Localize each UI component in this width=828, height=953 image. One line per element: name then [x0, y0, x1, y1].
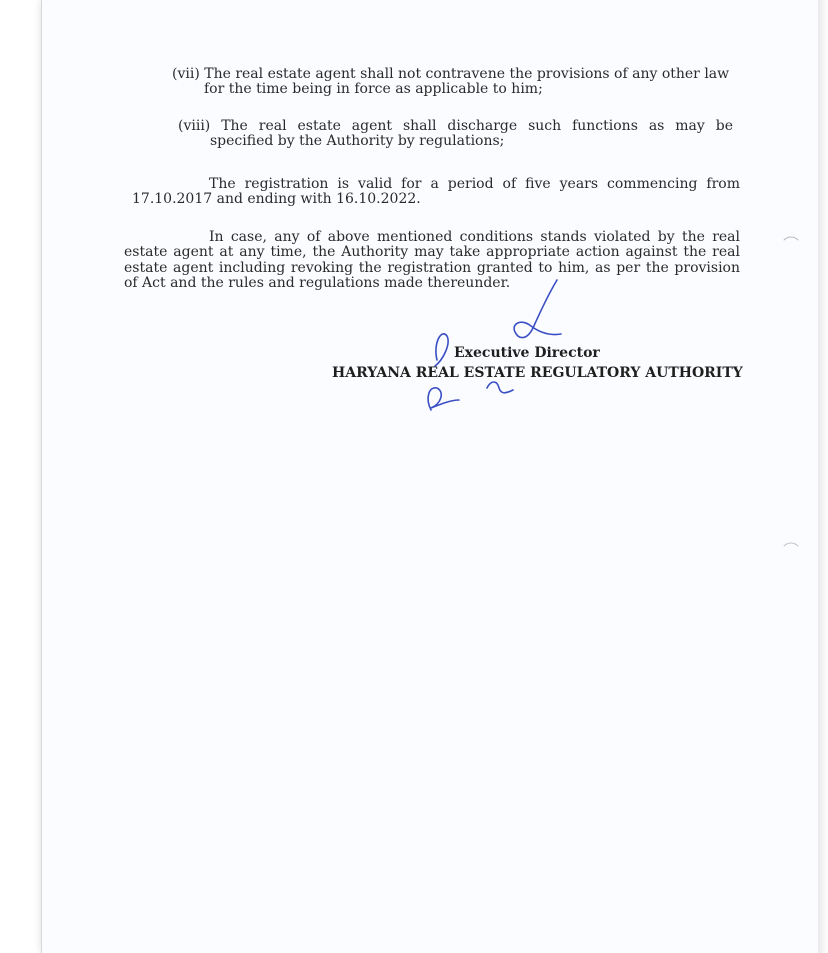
clause-vii-line-1: (vii) The real estate agent shall not contravene the provisions of any other law: [172, 66, 730, 82]
signature-stroke-squiggle: [487, 382, 513, 393]
margin-mark-icon: [782, 228, 802, 248]
violation-line-2: estate agent at any time, the Authority may take appropriate action against the real: [124, 244, 740, 260]
violation-line-4: of Act and the rules and regulations made thereunder.: [124, 275, 511, 291]
clause-vii-line-2: for the time being in force as applicable to him;: [204, 81, 543, 97]
handwritten-signature: [415, 270, 575, 420]
validity-line-2: 17.10.2017 and ending with 16.10.2022.: [132, 191, 421, 207]
clause-viii-line-1: (viii) The real estate agent shall discharge such functions as may be: [178, 118, 733, 134]
page-edge: [818, 0, 828, 953]
margin-mark-icon: [782, 534, 802, 554]
violation-line-1: In case, any of above mentioned conditions stands violated by the real: [209, 229, 740, 245]
signatory-designation: Executive Director: [454, 345, 600, 361]
signature-stroke-loop: [514, 280, 561, 338]
validity-line-1: The registration is valid for a period of five years commencing from: [209, 176, 740, 192]
signature-stroke-lower: [428, 388, 459, 410]
signatory-organization: HARYANA REAL ESTATE REGULATORY AUTHORITY: [332, 365, 743, 381]
clause-viii-line-2: specified by the Authority by regulations;: [210, 133, 505, 149]
signature-stroke-initial: [435, 334, 448, 366]
violation-line-3: estate agent including revoking the registration granted to him, as per the provision: [124, 260, 740, 276]
